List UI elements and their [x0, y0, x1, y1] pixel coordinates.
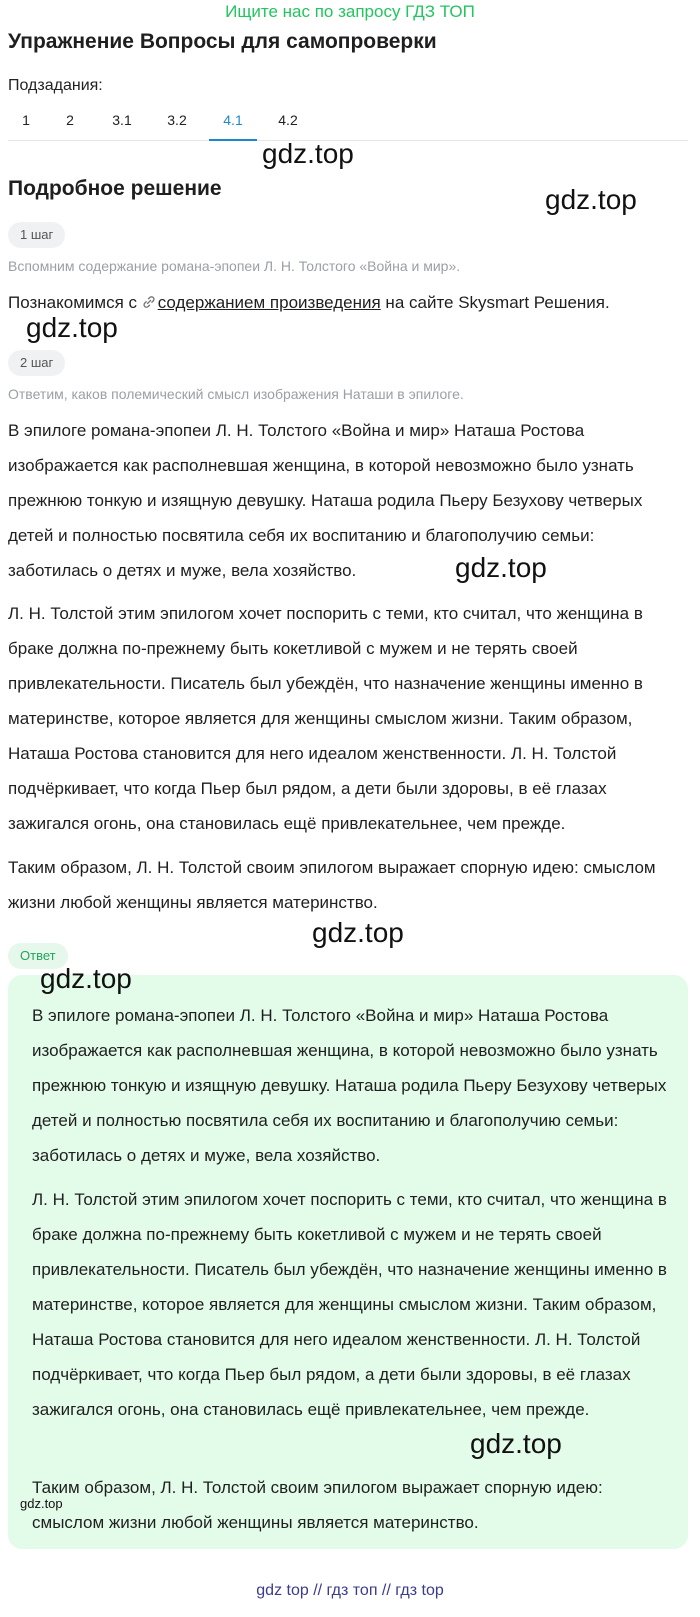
step-hint-1: Вспомним содержание романа-эпопеи Л. Н. Толстого «Война и мир». [8, 258, 461, 274]
watermark: gdz.top [470, 1428, 562, 1459]
content-link-text[interactable]: содержанием произведения [157, 293, 381, 312]
step-2-paragraph-2: Л. Н. Толстой этим эпилогом хочет поспорить с теми, кто считал, что женщина в браке должна по-прежнему быть кокетливой с мужем и не терять своей привлекательности. Писатель был убеждён, что назначение женщины именно в материнстве, которое является для женщины смыслом жизни. Таким образом, Наташа Ростова становится для него идеалом женственности. Л. Н. Толстой подчёркивает, что когда Пьер был рядом, а дети были здоровы, в её глазах зажигался огонь, она становилась ещё привлекательнее, чем прежде. [8, 604, 643, 833]
footer-links[interactable]: gdz top // гдз топ // гдз top [256, 1582, 444, 1599]
answer-paragraph-1: В эпилоге романа-эпопеи Л. Н. Толстого «Война и мир» Наташа Ростова изображается как располневшая женщина, в которой невозможно было узнать прежнюю тонкую и изящную девушку. Наташа родила Пьеру Безухову четверых детей и полностью посвятила себя их воспитанию и благополучию семьи: заботилась о детях и муже, вела хозяйство. [32, 1006, 667, 1165]
section-title: Подробное решение [8, 177, 222, 200]
top-banner[interactable]: Ищите нас по запросу ГДЗ ТОП [225, 2, 475, 21]
link-icon [142, 295, 156, 309]
step-badge-2: 2 шаг [8, 350, 65, 376]
answer-badge: Ответ [8, 943, 68, 969]
tab-4-1[interactable]: 4.1 [209, 103, 257, 141]
tab-2[interactable]: 2 [66, 112, 74, 128]
exercise-title: Упражнение Вопросы для самопроверки [8, 30, 437, 53]
watermark: gdz.top [455, 552, 547, 583]
watermark: gdz.top [26, 312, 118, 343]
content-link[interactable] [142, 293, 381, 312]
step-2-paragraph-3: Таким образом, Л. Н. Толстой своим эпилогом выражает спорную идею: смыслом жизни любой женщины является материнство. [8, 858, 656, 912]
answer-paragraph-2: Л. Н. Толстой этим эпилогом хочет поспорить с теми, кто считал, что женщина в браке должна по-прежнему быть кокетливой с мужем и не терять своей привлекательности. Писатель был убеждён, что назначение женщины именно в материнстве, которое является для женщины смыслом жизни. Таким образом, Наташа Ростова становится для него идеалом женственности. Л. Н. Толстой подчёркивает, что когда Пьер был рядом, а дети были здоровы, в её глазах зажигался огонь, она становилась ещё привлекательнее, чем прежде. [32, 1190, 667, 1419]
step-hint-2: Ответим, каков полемический смысл изображения Наташи в эпилоге. [8, 386, 464, 402]
tab-3-2[interactable]: 3.2 [167, 112, 187, 128]
watermark: gdz.top [545, 184, 637, 215]
subtasks-label: Подзадания: [8, 77, 103, 94]
step-badge-1: 1 шаг [8, 222, 65, 248]
step-2-paragraph-1: В эпилоге романа-эпопеи Л. Н. Толстого «Война и мир» Наташа Ростова изображается как располневшая женщина, в которой невозможно было узнать прежнюю тонкую и изящную девушку. Наташа родила Пьеру Безухову четверых детей и полностью посвятила себя их воспитанию и благополучию семьи: заботилась о детях и муже, вела хозяйство. [8, 421, 643, 580]
watermark: gdz.top [312, 917, 404, 948]
watermark-small: gdz.top [20, 1496, 63, 1511]
watermark: gdz.top [262, 138, 354, 169]
watermark: gdz.top [40, 963, 132, 994]
answer-paragraph-3: Таким образом, Л. Н. Толстой своим эпилогом выражает спорную идею: смыслом жизни любой женщины является материнство. [32, 1478, 603, 1532]
tab-3-1[interactable]: 3.1 [112, 112, 132, 128]
tab-1[interactable]: 1 [22, 112, 30, 128]
step-1-text-after: на сайте Skysmart Решения. [380, 293, 610, 312]
step-1-text-before: Познакомимся с [8, 293, 142, 312]
subtask-tabs [8, 103, 688, 141]
tab-4-2[interactable]: 4.2 [278, 112, 298, 128]
